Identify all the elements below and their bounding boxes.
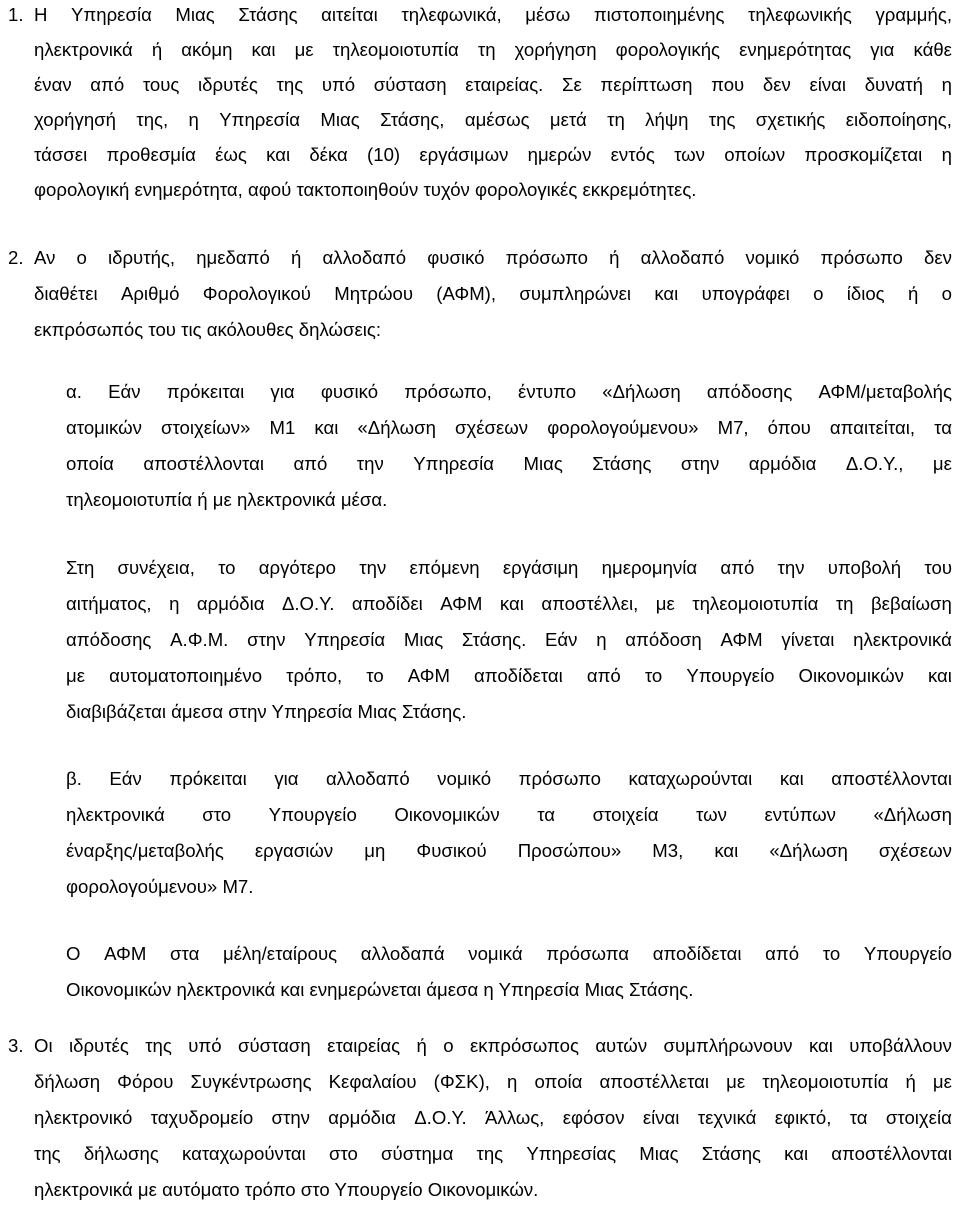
text-line: α. Εάν πρόκειται για φυσικό πρόσωπο, έντυπο «Δήλωση απόδοσης ΑΦΜ/μεταβολής [66, 381, 952, 402]
text-line: αιτήματος, η αρμόδια Δ.Ο.Υ. αποδίδει ΑΦΜ και αποστέλλει, με τηλεομοιοτυπία τη βεβαίωση [66, 593, 952, 614]
text-line: χορήγησή της, η Υπηρεσία Μιας Στάσης, αμέσως μετά τη λήψη της σχετικής ειδοποίησης, [34, 109, 952, 130]
text-line: απόδοσης Α.Φ.Μ. στην Υπηρεσία Μιας Στάσης. Εάν η απόδοση ΑΦΜ γίνεται ηλεκτρονικά [66, 629, 952, 650]
item-number-3: 3. [8, 1035, 24, 1056]
text-line: Στη συνέχεια, το αργότερο την επόμενη εργάσιμη ημερομηνία από την υποβολή του [66, 557, 952, 578]
text-line: οποία αποστέλλονται από την Υπηρεσία Μιας Στάσης στην αρμόδια Δ.Ο.Υ., με [66, 453, 952, 474]
text-line: ηλεκτρονικό ταχυδρομείο στην αρμόδια Δ.Ο.Υ. Άλλως, εφόσον είναι τεχνικά εφικτό, τα στοιχεία [34, 1107, 952, 1128]
text-line: εκπρόσωπός του τις ακόλουθες δηλώσεις: [34, 319, 382, 340]
text-line: ηλεκτρονικά ή ακόμη και με τηλεομοιοτυπία τη χορήγηση φορολογικής ενημερότητας για κάθε [34, 39, 952, 60]
text-line: της δήλωσης καταχωρούνται στο σύστημα της Υπηρεσίας Μιας Στάσης και αποστέλλονται [34, 1143, 952, 1164]
text-line: ηλεκτρονικά με αυτόματο τρόπο στο Υπουργείο Οικονομικών. [34, 1179, 539, 1200]
text-line: διαβιβάζεται άμεσα στην Υπηρεσία Μιας Στάσης. [66, 701, 467, 722]
text-line: Ο ΑΦΜ στα μέλη/εταίρους αλλοδαπά νομικά πρόσωπα αποδίδεται από το Υπουργείο [66, 943, 952, 964]
text-line: ηλεκτρονικά στο Υπουργείο Οικονομικών τα στοιχεία των εντύπων «Δήλωση [66, 804, 952, 825]
text-line: διαθέτει Αριθμό Φορολογικού Μητρώου (ΑΦΜ), συμπληρώνει και υπογράφει ο ίδιος ή ο [34, 283, 952, 304]
text-line: φορολογούμενου» Μ7. [66, 876, 254, 897]
text-line: ατομικών στοιχείων» Μ1 και «Δήλωση σχέσεων φορολογούμενου» Μ7, όπου απαιτείται, τα [66, 417, 952, 438]
text-line: έναν από τους ιδρυτές της υπό σύσταση εταιρείας. Σε περίπτωση που δεν είναι δυνατή η [34, 74, 952, 95]
item-number-1: 1. [8, 4, 24, 25]
text-line: δήλωση Φόρου Συγκέντρωσης Κεφαλαίου (ΦΣΚ), η οποία αποστέλλεται με τηλεομοιοτυπία ή με [34, 1071, 952, 1092]
text-line: β. Εάν πρόκειται για αλλοδαπό νομικό πρόσωπο καταχωρούνται και αποστέλλονται [66, 768, 952, 789]
text-line: Οικονομικών ηλεκτρονικά και ενημερώνεται άμεσα η Υπηρεσία Μιας Στάσης. [66, 979, 694, 1000]
text-line: Αν ο ιδρυτής, ημεδαπό ή αλλοδαπό φυσικό πρόσωπο ή αλλοδαπό νομικό πρόσωπο δεν [34, 247, 952, 268]
text-line: τηλεομοιοτυπία ή με ηλεκτρονικά μέσα. [66, 489, 388, 510]
text-line: Η Υπηρεσία Μιας Στάσης αιτείται τηλεφωνικά, μέσω πιστοποιημένης τηλεφωνικής γραμμής, [34, 4, 952, 25]
text-line: φορολογική ενημερότητα, αφού τακτοποιηθούν τυχόν φορολογικές εκκρεμότητες. [34, 179, 697, 200]
text-line: τάσσει προθεσμία έως και δέκα (10) εργάσιμων ημερών εντός των οποίων προσκομίζεται η [34, 144, 952, 165]
item-number-2: 2. [8, 247, 24, 268]
text-line: Οι ιδρυτές της υπό σύσταση εταιρείας ή ο εκπρόσωπος αυτών συμπλήρωνουν και υποβάλλουν [34, 1035, 952, 1056]
text-line: έναρξης/μεταβολής εργασιών μη Φυσικού Προσώπου» Μ3, και «Δήλωση σχέσεων [66, 840, 952, 861]
text-line: με αυτοματοποιημένο τρόπο, το ΑΦΜ αποδίδεται από το Υπουργείο Οικονομικών και [66, 665, 952, 686]
